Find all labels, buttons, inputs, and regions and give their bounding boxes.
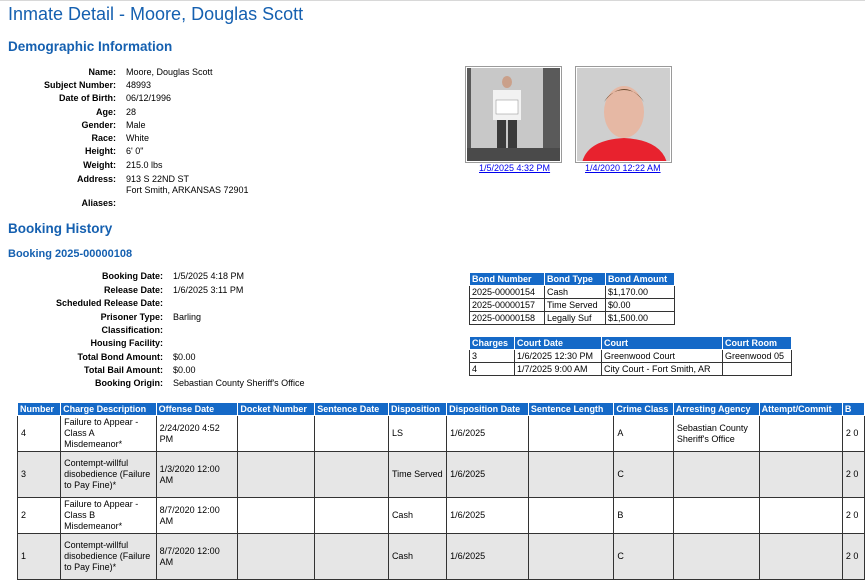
court-date-cell: 1/7/2025 9:00 AM [515, 363, 602, 376]
release-date-label: Release Date: [103, 285, 163, 295]
crime-class-cell: B [614, 498, 674, 534]
crime-class-cell: A [614, 416, 674, 452]
dob-value: 06/12/1996 [126, 93, 172, 103]
sentence-date-cell [315, 452, 389, 498]
prisoner-type-label: Prisoner Type: [100, 312, 163, 322]
table-row [18, 498, 865, 534]
charges-table [17, 402, 865, 580]
bond-type-header: Bond Type [545, 273, 606, 286]
booking-origin-label: Booking Origin: [95, 378, 163, 388]
docket-number-cell [238, 498, 315, 534]
arresting-agency-cell: Sebastian County Sheriff's Office [673, 416, 759, 452]
offense-date-cell: 2/24/2020 4:52 PM [156, 416, 238, 452]
charge-description-cell: Failure to Appear - Class B Misdemeanor* [61, 498, 156, 534]
charge-description-header: Charge Description [61, 403, 156, 416]
table-row [470, 286, 675, 299]
offense-date-cell: 8/7/2020 12:00 AM [156, 534, 238, 580]
disposition-date-cell: 1/6/2025 [447, 452, 529, 498]
docket-number-cell [238, 534, 315, 580]
sentence-length-cell [528, 534, 613, 580]
mugshot-photo-image [577, 68, 670, 161]
weight-label: Weight: [83, 160, 116, 170]
total-bail-label: Total Bail Amount: [84, 365, 163, 375]
offense-date-cell: 8/7/2020 12:00 AM [156, 498, 238, 534]
bond-type-cell: Time Served [545, 299, 606, 312]
person-silhouette-icon [467, 68, 560, 161]
booking-history-heading: Booking History [8, 221, 113, 236]
docket-number-cell [238, 452, 315, 498]
arresting-agency-cell [673, 452, 759, 498]
attempt-commit-cell [759, 452, 842, 498]
truncated-cell: 2 0 [842, 498, 864, 534]
sentence-date-cell [315, 534, 389, 580]
disposition-header: Disposition [388, 403, 446, 416]
top-divider [0, 0, 865, 1]
truncated-cell: 2 0 [842, 452, 864, 498]
height-label: Height: [85, 146, 116, 156]
disposition-cell: Time Served [388, 452, 446, 498]
truncated-cell: 2 0 [842, 534, 864, 580]
sentence-length-cell [528, 416, 613, 452]
total-bail-value: $0.00 [173, 365, 196, 375]
total-bond-value: $0.00 [173, 352, 196, 362]
age-value: 28 [126, 107, 137, 117]
docket-number-cell [238, 416, 315, 452]
attempt-commit-cell [759, 498, 842, 534]
court-date-cell: 1/6/2025 12:30 PM [515, 350, 602, 363]
release-date-value: 1/6/2025 3:11 PM [173, 285, 244, 295]
crime-class-cell: C [614, 534, 674, 580]
court-cell: City Court - Fort Smith, AR [602, 363, 723, 376]
address-line2: Fort Smith, ARKANSAS 72901 [126, 185, 249, 195]
disposition-date-cell: 1/6/2025 [447, 498, 529, 534]
disposition-date-header: Disposition Date [447, 403, 529, 416]
mugshot-face-icon [577, 68, 670, 161]
number-cell: 3 [18, 452, 61, 498]
disposition-cell: Cash [388, 498, 446, 534]
court-header: Court [602, 337, 723, 350]
charge-description-cell: Contempt-willful disobedience (Failure to Pay Fine)* [61, 534, 156, 580]
aliases-label: Aliases: [81, 198, 116, 208]
weight-value: 215.0 lbs [126, 160, 163, 170]
number-cell: 1 [18, 534, 61, 580]
bond-table [469, 272, 675, 325]
disposition-date-cell: 1/6/2025 [447, 534, 529, 580]
age-label: Age: [96, 107, 116, 117]
housing-facility-label: Housing Facility: [90, 338, 163, 348]
bond-amount-cell: $1,500.00 [606, 312, 675, 325]
number-cell: 2 [18, 498, 61, 534]
arresting-agency-header: Arresting Agency [673, 403, 759, 416]
table-row [470, 350, 792, 363]
arresting-agency-cell [673, 498, 759, 534]
total-bond-label: Total Bond Amount: [77, 352, 163, 362]
gender-value: Male [126, 120, 146, 130]
court-date-header: Court Date [515, 337, 602, 350]
disposition-cell: LS [388, 416, 446, 452]
court-room-header: Court Room [723, 337, 792, 350]
sentence-date-cell [315, 498, 389, 534]
truncated-header: B [842, 403, 864, 416]
sentence-length-cell [528, 452, 613, 498]
booking-date-value: 1/5/2025 4:18 PM [173, 271, 245, 281]
number-header: Number [18, 403, 61, 416]
crime-class-header: Crime Class [614, 403, 674, 416]
classification-label: Classification: [101, 325, 163, 335]
address-line1: 913 S 22ND ST [126, 174, 190, 184]
attempt-commit-header: Attempt/Commit [759, 403, 842, 416]
charges-header: Charges [470, 337, 515, 350]
truncated-cell: 2 0 [842, 416, 864, 452]
name-label: Name: [88, 67, 116, 77]
disposition-cell: Cash [388, 534, 446, 580]
booking-photo-2025[interactable] [465, 66, 562, 163]
race-value: White [126, 133, 150, 143]
offense-date-cell: 1/3/2020 12:00 AM [156, 452, 238, 498]
bond-amount-cell: $0.00 [606, 299, 675, 312]
bond-type-cell: Legally Suf [545, 312, 606, 325]
sentence-length-header: Sentence Length [528, 403, 613, 416]
dob-label: Date of Birth: [59, 93, 116, 103]
court-room-cell [723, 363, 792, 376]
booking-date-label: Booking Date: [101, 271, 163, 281]
bond-number-cell: 2025-00000157 [470, 299, 545, 312]
bond-table-header [470, 273, 675, 286]
full-body-photo-image [467, 68, 560, 161]
prisoner-type-value: Barling [173, 312, 202, 322]
disposition-date-cell: 1/6/2025 [447, 416, 529, 452]
court-cell: Greenwood Court [602, 350, 723, 363]
table-row [470, 312, 675, 325]
booking-photo-2020[interactable] [575, 66, 672, 163]
charges-cell: 3 [470, 350, 515, 363]
table-row [18, 534, 865, 580]
photo-link-2020[interactable]: 1/4/2020 12:22 AM [585, 163, 661, 173]
court-room-cell: Greenwood 05 [723, 350, 792, 363]
table-row [470, 299, 675, 312]
table-row [18, 452, 865, 498]
crime-class-cell: C [614, 452, 674, 498]
bond-number-cell: 2025-00000158 [470, 312, 545, 325]
charges-cell: 4 [470, 363, 515, 376]
charges-table-header [18, 403, 865, 416]
booking-title: Booking 2025-00000108 [8, 248, 133, 260]
address-label: Address: [76, 174, 116, 184]
race-label: Race: [91, 133, 116, 143]
demographic-heading: Demographic Information [8, 39, 173, 54]
photo-link-2025[interactable]: 1/5/2025 4:32 PM [479, 163, 551, 173]
gender-label: Gender: [81, 120, 116, 130]
scheduled-release-label: Scheduled Release Date: [55, 298, 163, 308]
bond-amount-header: Bond Amount [606, 273, 675, 286]
name-value: Moore, Douglas Scott [126, 67, 213, 77]
table-row [18, 416, 865, 452]
subject-number-label: Subject Number: [43, 80, 116, 90]
attempt-commit-cell [759, 416, 842, 452]
sentence-date-cell [315, 416, 389, 452]
bond-amount-cell: $1,170.00 [606, 286, 675, 299]
page-title: Inmate Detail - Moore, Douglas Scott [8, 4, 304, 24]
number-cell: 4 [18, 416, 61, 452]
height-value: 6' 0" [126, 146, 144, 156]
arresting-agency-cell [673, 534, 759, 580]
court-table [469, 336, 792, 376]
bond-number-cell: 2025-00000154 [470, 286, 545, 299]
subject-number-value: 48993 [126, 80, 152, 90]
sentence-date-header: Sentence Date [315, 403, 389, 416]
court-table-header [470, 337, 792, 350]
charge-description-cell: Contempt-willful disobedience (Failure to Pay Fine)* [61, 452, 156, 498]
docket-number-header: Docket Number [238, 403, 315, 416]
table-row [470, 363, 792, 376]
charge-description-cell: Failure to Appear - Class A Misdemeanor* [61, 416, 156, 452]
bond-number-header: Bond Number [470, 273, 545, 286]
attempt-commit-cell [759, 534, 842, 580]
sentence-length-cell [528, 498, 613, 534]
bond-type-cell: Cash [545, 286, 606, 299]
booking-origin-value: Sebastian County Sheriff's Office [173, 378, 305, 388]
offense-date-header: Offense Date [156, 403, 238, 416]
